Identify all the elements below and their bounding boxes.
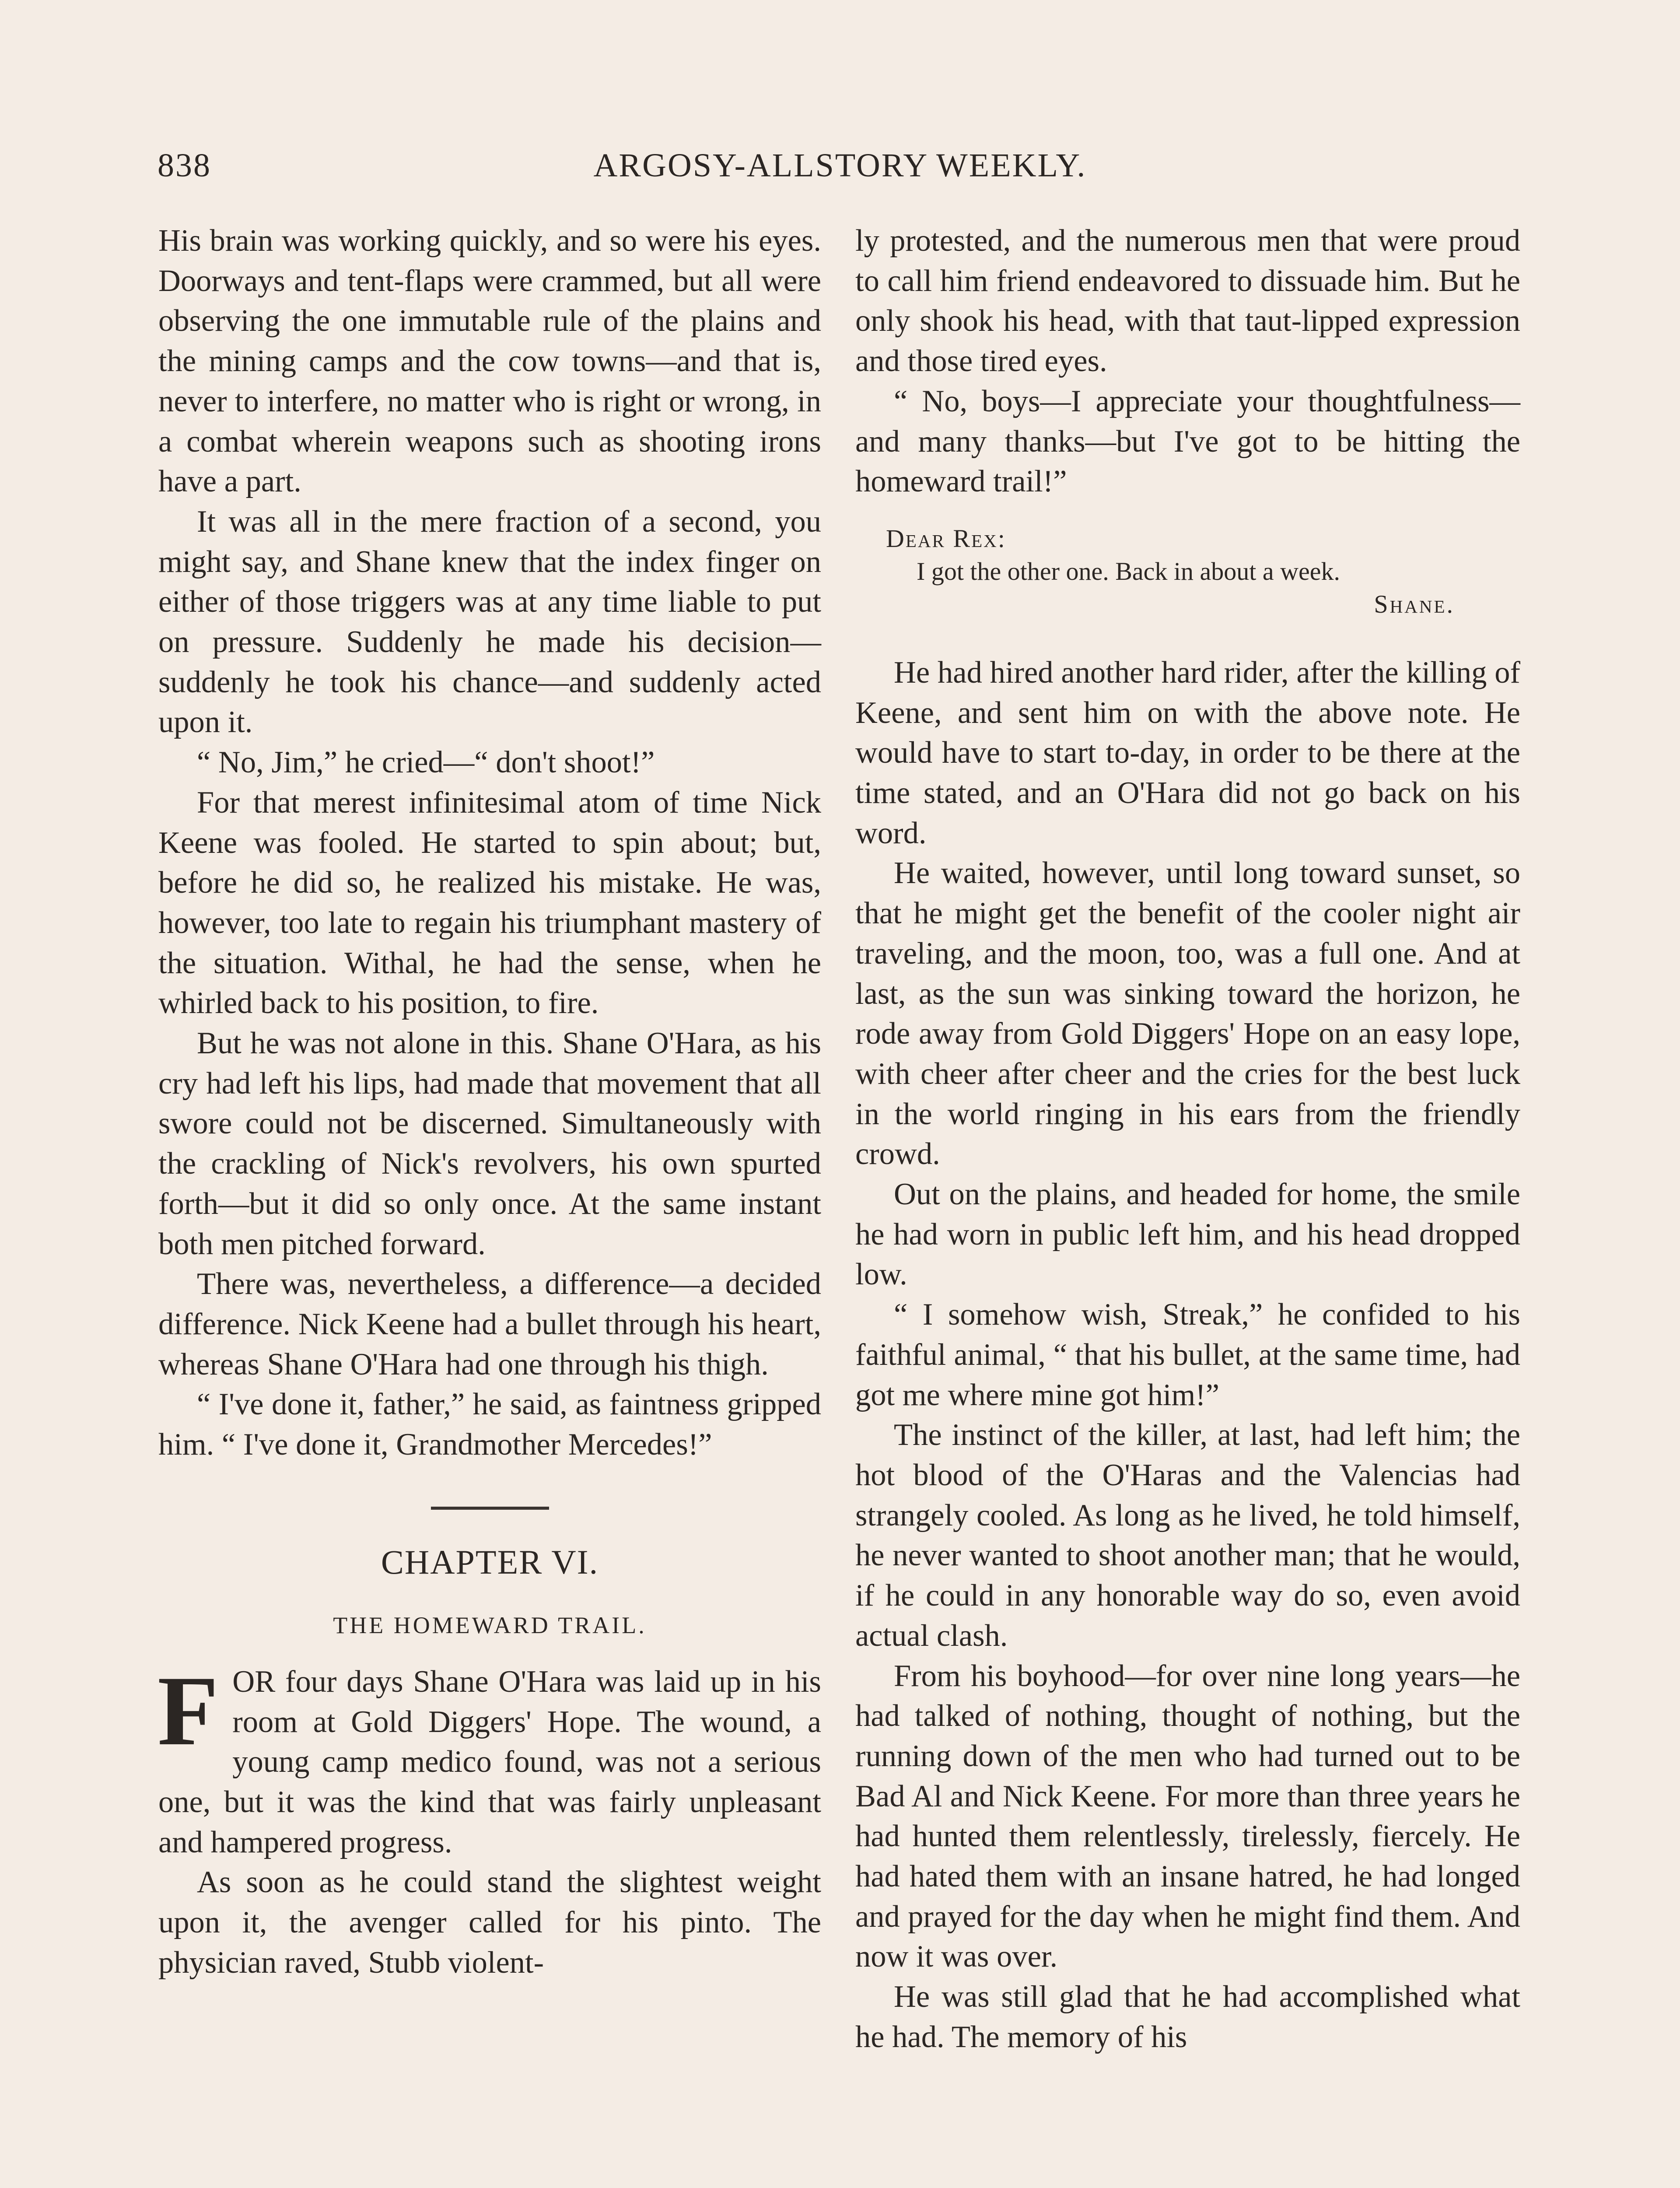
paragraph: ly protested, and the numerous men that were proud to call him friend endeavored to dissuade him. But he only shook his head, with that taut-lipped expression and those tired eyes. [855, 224, 1520, 379]
paragraph: He was still glad that he had accomplished what he had. The memory of his [855, 1980, 1520, 2054]
section-divider [431, 1507, 549, 1510]
page-number: 838 [158, 147, 211, 184]
note-salutation: Dear Rex: [886, 524, 1006, 553]
page-header [158, 147, 1522, 195]
paragraph: He had hired another hard rider, after the killing of Keene, and sent him on with the above note. He would have to start to-day, in order to be there at the time stated, and an O'Hara did not go back on his word. [855, 655, 1520, 850]
note-body: I got the other one. Back in about a week. [917, 557, 1340, 586]
paragraph: His brain was working quickly, and so were his eyes. Doorways and tent-flaps were crammed, but all were observing the one immutable rule of the plains and the mining camps and the cow towns—and that is, never to interfere, no matter who is right or wrong, in a combat wherein weapons such as shooting irons have a part. [158, 224, 821, 499]
paragraph: For that merest infinitesimal atom of time Nick Keene was fooled. He started to spin about; but, before he did so, he realized his mistake. He was, however, too late to regain his triumphant mastery of the situation. Withal, he had the sense, when he whirled back to his position, to fire. [158, 785, 821, 1020]
paragraph: “ I somehow wish, Streak,” he confided to his faithful animal, “ that his bullet, at the same time, had got me where mine got him!” [855, 1297, 1520, 1412]
paragraph: From his boyhood—for over nine long years—he had talked of nothing, thought of nothing, but the running down of the men who had turned out to be Bad Al and Nick Keene. For more than three years he had hunted them relentlessly, tirelessly, fiercely. He had hated them with an insane hatred, he had longed and prayed for the day when he might find them. And now it was over. [855, 1659, 1520, 1974]
chapter-subtitle: THE HOMEWARD TRAIL. [333, 1612, 647, 1638]
paragraph: It was all in the mere fraction of a second, you might say, and Shane knew that the index finger on either of those triggers was at any time liable to put on pressure. Suddenly he made his decision—suddenly he took his chance—and suddenly acted upon it. [158, 504, 821, 740]
paragraph: There was, nevertheless, a difference—a decided difference. Nick Keene had a bullet through his heart, whereas Shane O'Hara had one through his thigh. [158, 1267, 821, 1382]
chapter-opening-text: OR four days Shane O'Hara was laid up in his room at Gold Diggers' Hope. The wound, a young camp medico found, was not a serious one, but it was the kind that was fairly unpleasant and hampered progress. [158, 1664, 821, 1859]
right-column [855, 221, 1520, 2058]
paragraph: He waited, however, until long toward sunset, so that he might get the benefit of the cooler night air traveling, and the moon, too, was a full one. And at last, as the sun was sinking toward the horizon, he rode away from Gold Diggers' Hope on an easy lope, with cheer after cheer and the cries for the best luck in the world ringing in his ears from the friendly crowd. [855, 856, 1520, 1171]
paragraph: Out on the plains, and headed for home, the smile he had worn in public left him, and his head dropped low. [855, 1177, 1520, 1292]
paragraph: “ No, Jim,” he cried—“ don't shoot!” [197, 745, 655, 780]
chapter-title: CHAPTER VI. [381, 1543, 599, 1581]
chapter-opening-paragraph [158, 1655, 821, 1863]
left-column [158, 221, 821, 1983]
drop-cap: F [158, 1655, 219, 1766]
letter-note [855, 522, 1520, 621]
paragraph: “ No, boys—I appreciate your thoughtfulness—and many thanks—but I've got to be hitting the homeward trail!” [855, 384, 1520, 499]
note-signature: Shane. [1374, 589, 1455, 618]
paragraph: But he was not alone in this. Shane O'Hara, as his cry had left his lips, had made that movement that all swore could not be discerned. Simultaneously with the crackling of Nick's revolvers, his own spurted forth—but it did so only once. At the same instant both men pitched forward. [158, 1026, 821, 1261]
paragraph: The instinct of the killer, at last, had left him; the hot blood of the O'Haras and the Valencias had strangely cooled. As long as he lived, he told himself, he never wanted to shoot another man; that he would, if he could in any honorable way do so, even avoid actual clash. [855, 1418, 1520, 1653]
paragraph: As soon as he could stand the slightest weight upon it, the avenger called for his pinto. The physician raved, Stubb violent- [158, 1865, 821, 1980]
paragraph: “ I've done it, father,” he said, as faintness gripped him. “ I've done it, Grandmother Mercedes!” [158, 1387, 821, 1462]
running-head: ARGOSY-ALLSTORY WEEKLY. [593, 147, 1087, 184]
